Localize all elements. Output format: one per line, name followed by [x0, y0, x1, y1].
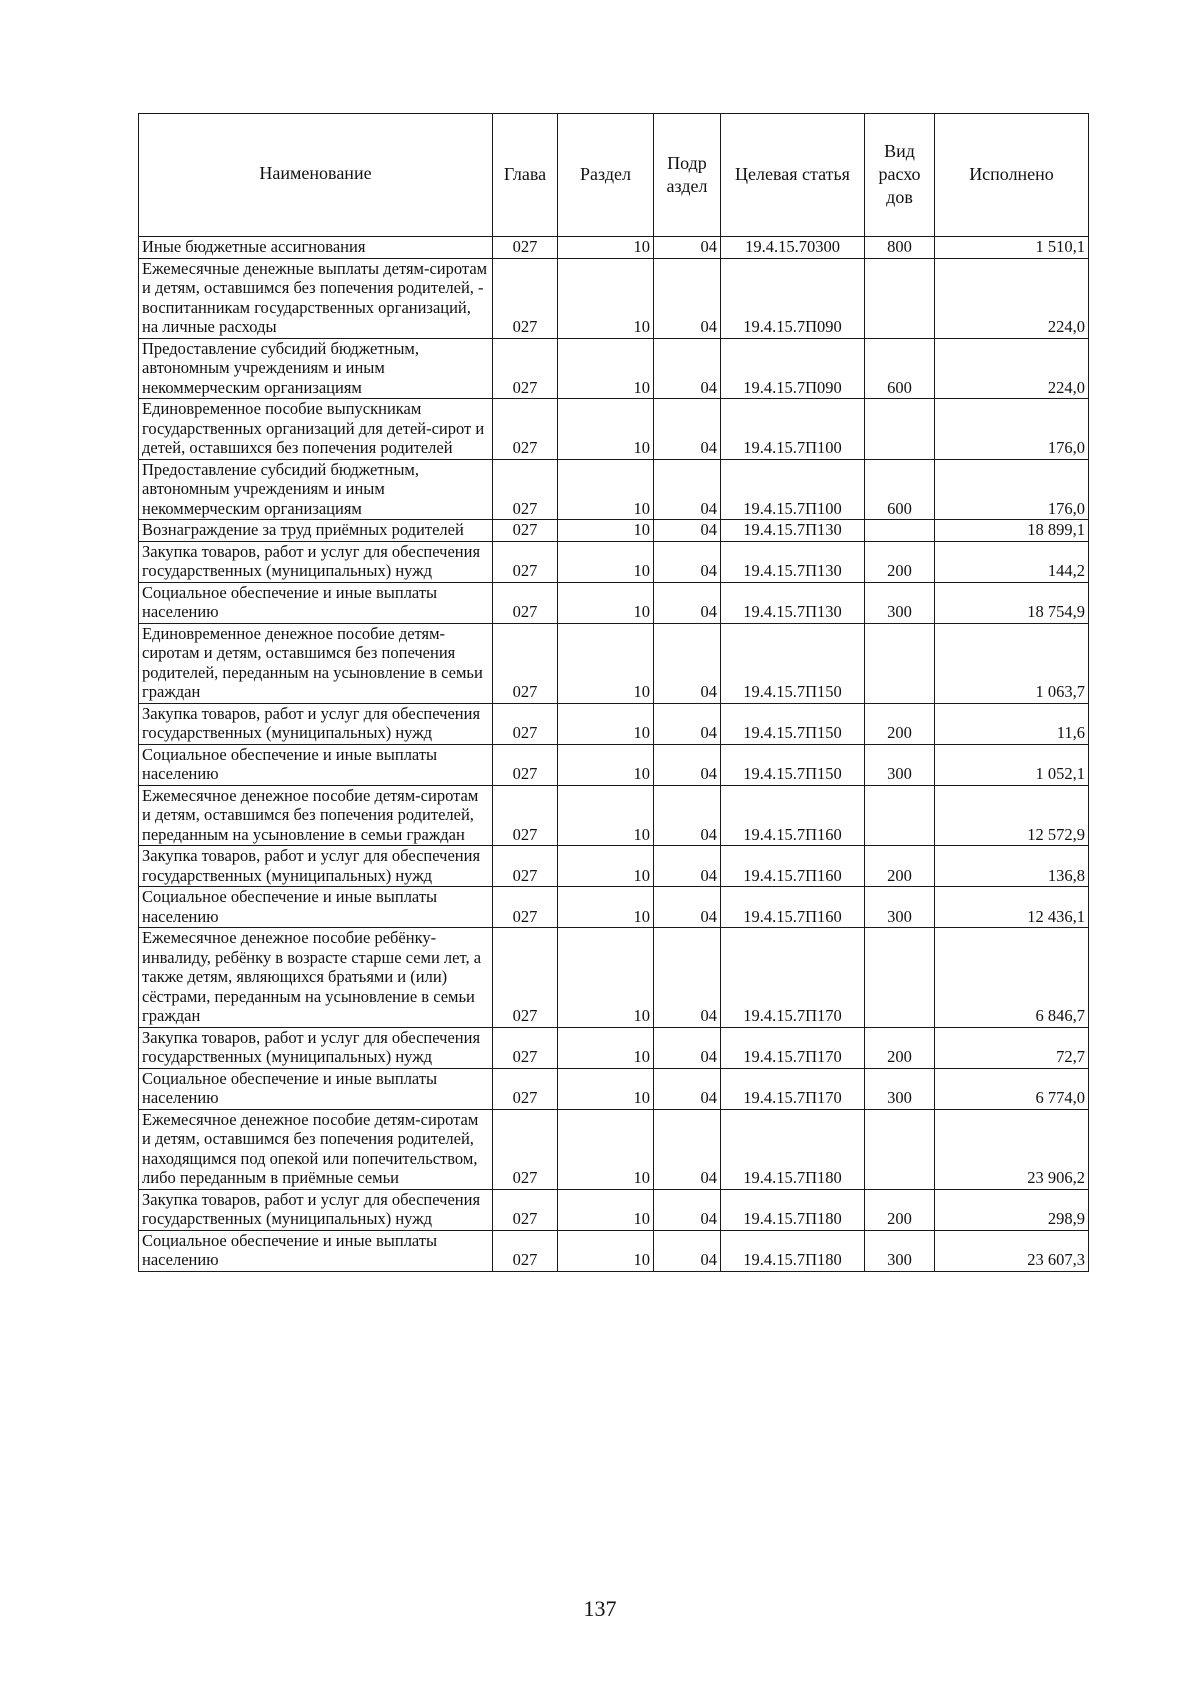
- cell-name: Ежемесячное денежное пособие детям-сиротам и детям, оставшимся без попечения родителей, переданным на усыновление в семьи граждан: [139, 785, 493, 846]
- cell-ispolneno: 11,6: [935, 703, 1089, 744]
- cell-celevaya-statya: 19.4.15.7П150: [721, 623, 865, 703]
- cell-glava: 027: [493, 1230, 558, 1271]
- cell-vid-rashodov: [865, 785, 935, 846]
- cell-name: Закупка товаров, работ и услуг для обеспечения государственных (муниципальных) нужд: [139, 846, 493, 887]
- cell-razdel: 10: [558, 887, 654, 928]
- cell-celevaya-statya: 19.4.15.7П090: [721, 338, 865, 399]
- cell-glava: 027: [493, 582, 558, 623]
- cell-ispolneno: 1 063,7: [935, 623, 1089, 703]
- cell-celevaya-statya: 19.4.15.7П090: [721, 258, 865, 338]
- table-row: [139, 237, 1089, 259]
- cell-razdel: 10: [558, 744, 654, 785]
- cell-celevaya-statya: 19.4.15.7П150: [721, 703, 865, 744]
- cell-razdel: 10: [558, 1027, 654, 1068]
- header-celevaya-statya: Целевая статья: [721, 114, 865, 237]
- cell-name: Социальное обеспечение и иные выплаты населению: [139, 582, 493, 623]
- cell-vid-rashodov: [865, 623, 935, 703]
- table-row: [139, 399, 1089, 460]
- cell-vid-rashodov: 800: [865, 237, 935, 259]
- header-podrazdel: Подр аздел: [654, 114, 721, 237]
- cell-name: Ежемесячное денежное пособие ребёнку-инвалиду, ребёнку в возрасте старше семи лет, а также детям, являющихся братьями и (или) сёстрами, переданным на усыновление в семьи граждан: [139, 928, 493, 1028]
- cell-celevaya-statya: 19.4.15.7П100: [721, 399, 865, 460]
- table-row: [139, 541, 1089, 582]
- cell-ispolneno: 224,0: [935, 338, 1089, 399]
- table-row: [139, 520, 1089, 542]
- cell-podrazdel: 04: [654, 1068, 721, 1109]
- cell-razdel: 10: [558, 1189, 654, 1230]
- cell-celevaya-statya: 19.4.15.7П160: [721, 887, 865, 928]
- cell-celevaya-statya: 19.4.15.7П130: [721, 520, 865, 542]
- cell-ispolneno: 224,0: [935, 258, 1089, 338]
- table-row: [139, 785, 1089, 846]
- cell-podrazdel: 04: [654, 846, 721, 887]
- header-razdel: Раздел: [558, 114, 654, 237]
- cell-ispolneno: 144,2: [935, 541, 1089, 582]
- cell-vid-rashodov: 200: [865, 1189, 935, 1230]
- cell-podrazdel: 04: [654, 459, 721, 520]
- cell-celevaya-statya: 19.4.15.7П160: [721, 785, 865, 846]
- table-row: [139, 1230, 1089, 1271]
- cell-podrazdel: 04: [654, 785, 721, 846]
- table-row: [139, 582, 1089, 623]
- cell-podrazdel: 04: [654, 744, 721, 785]
- cell-name: Социальное обеспечение и иные выплаты населению: [139, 887, 493, 928]
- cell-podrazdel: 04: [654, 582, 721, 623]
- cell-ispolneno: 23 607,3: [935, 1230, 1089, 1271]
- cell-razdel: 10: [558, 1109, 654, 1189]
- table-header: [139, 114, 1089, 237]
- cell-ispolneno: 6 846,7: [935, 928, 1089, 1028]
- cell-podrazdel: 04: [654, 258, 721, 338]
- cell-razdel: 10: [558, 623, 654, 703]
- cell-podrazdel: 04: [654, 520, 721, 542]
- page-number: 137: [583, 1596, 617, 1621]
- header-vid-rashodov: Вид расхо дов: [865, 114, 935, 237]
- cell-name: Социальное обеспечение и иные выплаты населению: [139, 1068, 493, 1109]
- cell-ispolneno: 72,7: [935, 1027, 1089, 1068]
- cell-name: Вознаграждение за труд приёмных родителей: [139, 520, 493, 542]
- cell-razdel: 10: [558, 1068, 654, 1109]
- cell-glava: 027: [493, 623, 558, 703]
- cell-razdel: 10: [558, 399, 654, 460]
- cell-name: Социальное обеспечение и иные выплаты населению: [139, 744, 493, 785]
- header-name: Наименование: [139, 114, 493, 237]
- cell-vid-rashodov: [865, 520, 935, 542]
- cell-name: Предоставление субсидий бюджетным, автономным учреждениям и иным некоммерческим организациям: [139, 338, 493, 399]
- cell-celevaya-statya: 19.4.15.7П130: [721, 541, 865, 582]
- cell-name: Закупка товаров, работ и услуг для обеспечения государственных (муниципальных) нужд: [139, 1027, 493, 1068]
- cell-razdel: 10: [558, 582, 654, 623]
- cell-podrazdel: 04: [654, 623, 721, 703]
- cell-glava: 027: [493, 338, 558, 399]
- cell-glava: 027: [493, 928, 558, 1028]
- cell-razdel: 10: [558, 846, 654, 887]
- cell-celevaya-statya: 19.4.15.7П170: [721, 1027, 865, 1068]
- cell-vid-rashodov: 200: [865, 703, 935, 744]
- cell-glava: 027: [493, 744, 558, 785]
- cell-vid-rashodov: [865, 928, 935, 1028]
- cell-glava: 027: [493, 459, 558, 520]
- cell-ispolneno: 1 510,1: [935, 237, 1089, 259]
- cell-glava: 027: [493, 258, 558, 338]
- cell-razdel: 10: [558, 237, 654, 259]
- table-row: [139, 1068, 1089, 1109]
- cell-vid-rashodov: 200: [865, 846, 935, 887]
- cell-glava: 027: [493, 887, 558, 928]
- cell-glava: 027: [493, 520, 558, 542]
- cell-vid-rashodov: 300: [865, 582, 935, 623]
- cell-glava: 027: [493, 785, 558, 846]
- cell-ispolneno: 136,8: [935, 846, 1089, 887]
- table-row: [139, 846, 1089, 887]
- cell-vid-rashodov: 200: [865, 541, 935, 582]
- cell-celevaya-statya: 19.4.15.7П160: [721, 846, 865, 887]
- cell-vid-rashodov: 300: [865, 1230, 935, 1271]
- table-row: [139, 623, 1089, 703]
- cell-glava: 027: [493, 1189, 558, 1230]
- cell-razdel: 10: [558, 338, 654, 399]
- cell-podrazdel: 04: [654, 1230, 721, 1271]
- cell-ispolneno: 6 774,0: [935, 1068, 1089, 1109]
- cell-glava: 027: [493, 846, 558, 887]
- cell-razdel: 10: [558, 1230, 654, 1271]
- header-ispolneno: Исполнено: [935, 114, 1089, 237]
- table-row: [139, 703, 1089, 744]
- cell-vid-rashodov: 600: [865, 338, 935, 399]
- cell-razdel: 10: [558, 541, 654, 582]
- cell-name: Закупка товаров, работ и услуг для обеспечения государственных (муниципальных) нужд: [139, 1189, 493, 1230]
- cell-vid-rashodov: [865, 258, 935, 338]
- cell-podrazdel: 04: [654, 1027, 721, 1068]
- cell-ispolneno: 176,0: [935, 399, 1089, 460]
- table-body: [139, 237, 1089, 1272]
- cell-ispolneno: 18 899,1: [935, 520, 1089, 542]
- cell-vid-rashodov: 300: [865, 887, 935, 928]
- cell-podrazdel: 04: [654, 928, 721, 1028]
- cell-celevaya-statya: 19.4.15.7П180: [721, 1109, 865, 1189]
- cell-ispolneno: 23 906,2: [935, 1109, 1089, 1189]
- cell-podrazdel: 04: [654, 399, 721, 460]
- cell-razdel: 10: [558, 258, 654, 338]
- cell-name: Иные бюджетные ассигнования: [139, 237, 493, 259]
- cell-name: Социальное обеспечение и иные выплаты населению: [139, 1230, 493, 1271]
- table-row: [139, 744, 1089, 785]
- cell-celevaya-statya: 19.4.15.7П150: [721, 744, 865, 785]
- header-row: [139, 114, 1089, 237]
- cell-name: Ежемесячные денежные выплаты детям-сиротам и детям, оставшимся без попечения родителей, - воспитанникам государственных организаций, на личные расходы: [139, 258, 493, 338]
- cell-ispolneno: 18 754,9: [935, 582, 1089, 623]
- cell-name: Ежемесячное денежное пособие детям-сиротам и детям, оставшимся без попечения родителей, находящимся под опекой или попечительством, либо переданным в приёмные семьи: [139, 1109, 493, 1189]
- table-row: [139, 1109, 1089, 1189]
- cell-podrazdel: 04: [654, 237, 721, 259]
- cell-celevaya-statya: 19.4.15.7П130: [721, 582, 865, 623]
- cell-vid-rashodov: 200: [865, 1027, 935, 1068]
- cell-ispolneno: 12 572,9: [935, 785, 1089, 846]
- cell-celevaya-statya: 19.4.15.7П180: [721, 1189, 865, 1230]
- cell-glava: 027: [493, 1109, 558, 1189]
- table-row: [139, 338, 1089, 399]
- cell-razdel: 10: [558, 785, 654, 846]
- cell-name: Единовременное денежное пособие детям-сиротам и детям, оставшимся без попечения родителей, переданным на усыновление в семьи граждан: [139, 623, 493, 703]
- table-row: [139, 459, 1089, 520]
- cell-celevaya-statya: 19.4.15.70300: [721, 237, 865, 259]
- cell-vid-rashodov: [865, 399, 935, 460]
- cell-vid-rashodov: 300: [865, 1068, 935, 1109]
- cell-ispolneno: 12 436,1: [935, 887, 1089, 928]
- cell-name: Закупка товаров, работ и услуг для обеспечения государственных (муниципальных) нужд: [139, 703, 493, 744]
- table-row: [139, 928, 1089, 1028]
- cell-razdel: 10: [558, 520, 654, 542]
- cell-podrazdel: 04: [654, 1189, 721, 1230]
- budget-table: [138, 113, 1089, 1272]
- cell-ispolneno: 298,9: [935, 1189, 1089, 1230]
- cell-glava: 027: [493, 237, 558, 259]
- cell-ispolneno: 1 052,1: [935, 744, 1089, 785]
- cell-vid-rashodov: 300: [865, 744, 935, 785]
- cell-ispolneno: 176,0: [935, 459, 1089, 520]
- table-row: [139, 1189, 1089, 1230]
- cell-celevaya-statya: 19.4.15.7П170: [721, 1068, 865, 1109]
- cell-podrazdel: 04: [654, 541, 721, 582]
- cell-name: Предоставление субсидий бюджетным, автономным учреждениям и иным некоммерческим организациям: [139, 459, 493, 520]
- cell-celevaya-statya: 19.4.15.7П170: [721, 928, 865, 1028]
- header-glava: Глава: [493, 114, 558, 237]
- cell-name: Единовременное пособие выпускникам государственных организаций для детей-сирот и детей, оставшихся без попечения родителей: [139, 399, 493, 460]
- table-row: [139, 258, 1089, 338]
- cell-razdel: 10: [558, 703, 654, 744]
- cell-glava: 027: [493, 399, 558, 460]
- cell-podrazdel: 04: [654, 887, 721, 928]
- cell-podrazdel: 04: [654, 703, 721, 744]
- cell-celevaya-statya: 19.4.15.7П180: [721, 1230, 865, 1271]
- cell-razdel: 10: [558, 928, 654, 1028]
- cell-glava: 027: [493, 703, 558, 744]
- cell-podrazdel: 04: [654, 338, 721, 399]
- cell-name: Закупка товаров, работ и услуг для обеспечения государственных (муниципальных) нужд: [139, 541, 493, 582]
- cell-glava: 027: [493, 541, 558, 582]
- cell-vid-rashodov: [865, 1109, 935, 1189]
- table-row: [139, 1027, 1089, 1068]
- cell-podrazdel: 04: [654, 1109, 721, 1189]
- cell-glava: 027: [493, 1027, 558, 1068]
- cell-glava: 027: [493, 1068, 558, 1109]
- cell-celevaya-statya: 19.4.15.7П100: [721, 459, 865, 520]
- table-row: [139, 887, 1089, 928]
- cell-vid-rashodov: 600: [865, 459, 935, 520]
- cell-razdel: 10: [558, 459, 654, 520]
